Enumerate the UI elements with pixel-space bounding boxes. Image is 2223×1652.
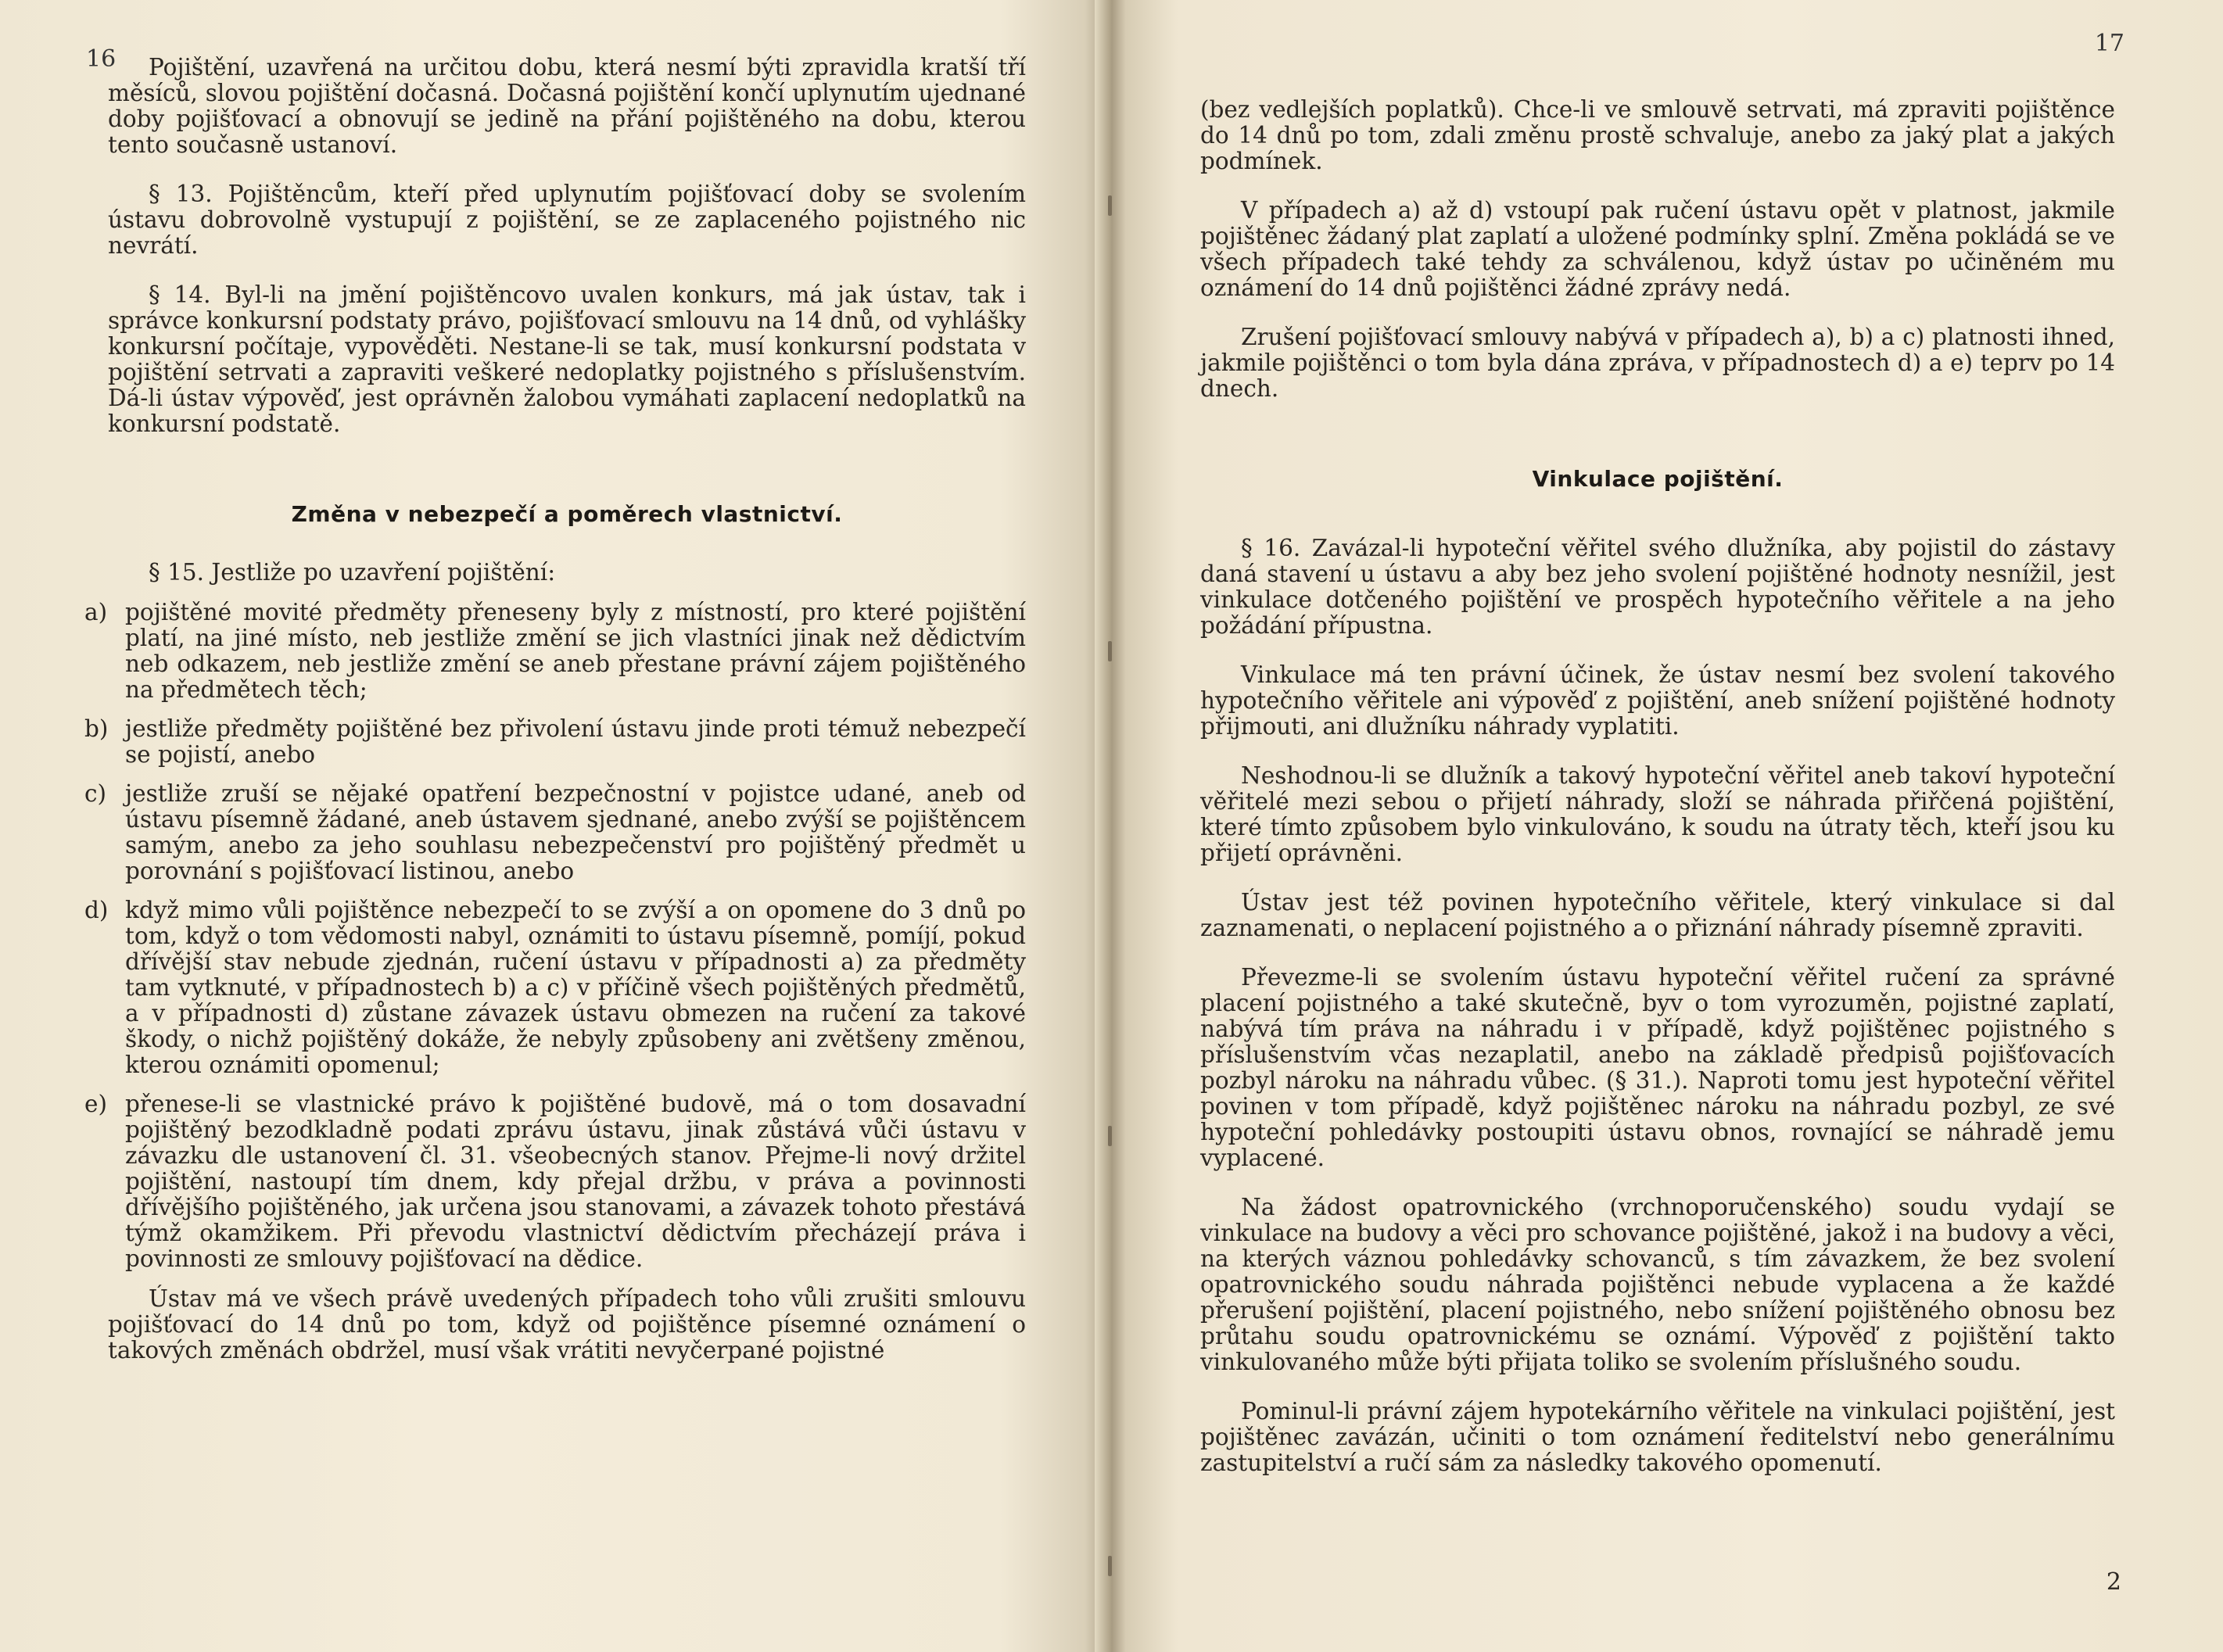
paragraph: Na žádost opatrovnického (vrchnoporučenského) soudu vydají se vinkulace na budovy a věci pro schovance pojištěné, jakož i na budovy a věci, na kterých váznou pohledávky schovanců, s tím závazkem, že bez svolení opatrovnického soudu náhrada pojištěnci nebude vyplacena a že každé přerušení pojištění, placení pojistného, nebo snížení pojištěného obnosu bez průtahu soudu opatrovnickému se oznámí. Výpověď z pojištění takto vinkulovaného může býti přijata toliko se svolením příslušného soudu. xyxy=(1200,1194,2115,1375)
paragraph: Ústav má ve všech právě uvedených případech toho vůli zrušiti smlouvu pojišťovací do 14 dnů po tom, když od pojištěnce písemné oznámení o takových změnách obdržel, musí však vrátiti nevyčerpané pojistné xyxy=(108,1285,1026,1364)
left-page xyxy=(0,0,1095,1652)
page-number: 17 xyxy=(2094,30,2124,57)
right-page xyxy=(1126,0,2223,1652)
section-15: § 15. Jestliže po uzavření pojištění: xyxy=(149,559,556,586)
list-item xyxy=(84,1091,1026,1272)
paragraph: Zrušení pojišťovací smlouvy nabývá v případech a), b) a c) platnosti ihned, jakmile pojištěnci o tom byla dána zpráva, v případnostech d) a e) teprv po 14 dnech. xyxy=(1200,324,2115,402)
page-number: 16 xyxy=(86,45,117,73)
signature-mark: 2 xyxy=(2106,1568,2121,1596)
item-text: jestliže předměty pojištěné bez přivolení ústavu jinde proti témuž nebezpečí se pojistí, anebo xyxy=(125,715,1026,768)
paragraph: V případech a) až d) vstoupí pak ručení ústavu opět v platnost, jakmile pojištěnec žádaný plat zaplatí a uložené podmínky splní. Změna pokládá se ve všech případech také tehdy za schválenou, když ústav po učiněném mu oznámení do 14 dnů pojištěnci žádné zprávy nedá. xyxy=(1200,197,2115,301)
binding-stitch xyxy=(1108,1556,1112,1576)
book-gutter xyxy=(1095,0,1126,1652)
item-label: b) xyxy=(84,715,109,742)
paragraph: Převezme-li se svolením ústavu hypoteční věřitel ručení za správné placení pojistného a také skutečně, byv o tom vyrozuměn, pojistné zaplatí, nabývá tím práva na náhradu i v případě, když pojištěnec pojistného s příslušenstvím včas nezaplatil, anebo na základě předpisů pojišťovacích pozbyl nároku na náhradu vůbec. (§ 31.). Naproti tomu jest hypoteční věřitel povinen v tom případě, když pojištěnec nároku na náhradu pozbyl, ze své hypoteční pohledávky postoupiti ústavu obnos, rovnající se náhradě jemu vyplacené. xyxy=(1200,964,2115,1171)
paragraph: Neshodnou-li se dlužník a takový hypoteční věřitel aneb takoví hypoteční věřitelé mezi sebou o přijetí náhrady, složí se náhrada přiřčená pojištění, které tímto způsobem bylo vinkulováno, k soudu na útraty těch, kteří jsou ku přijetí oprávněni. xyxy=(1200,762,2115,866)
item-text: přenese-li se vlastnické právo k pojištěné budově, má o tom dosavadní pojištěný bezodkladně podati zprávu ústavu, jinak zůstává vůči ústavu v závazku dle ustanovení čl. 31. všeobecných stanov. Přejme-li nový držitel pojištění, nastoupí tím dnem, kdy přejal držbu, v práva a povinnosti dřívějšího pojištěného, jak určena jsou stanovami, a závazek tohoto přestává týmž okamžikem. Při převodu vlastnictví dědictvím přecházejí práva i povinnosti ze smlouvy pojišťovací na dědice. xyxy=(125,1091,1026,1272)
item-text: jestliže zruší se nějaké opatření bezpečnostní v pojistce udané, aneb od ústavu písemně žádané, aneb ústavem sjednané, anebo zvýší se pojištěncem samým, anebo za jeho souhlasu nebezpečenství pro pojištěný předmět u porovnání s pojišťovací listinou, anebo xyxy=(125,780,1026,884)
binding-stitch xyxy=(1108,641,1112,661)
list-item xyxy=(84,780,1026,884)
binding-stitch xyxy=(1108,1126,1112,1146)
item-label: e) xyxy=(84,1091,107,1117)
section-13: § 13. Pojištěncům, kteří před uplynutím pojišťovací doby se svolením ústavu dobrovolně vystupují z pojištění, se ze zaplaceného pojistného nic nevrátí. xyxy=(108,181,1026,259)
list-item xyxy=(84,897,1026,1078)
section-heading: Vinkulace pojištění. xyxy=(1532,466,1784,492)
section-16: § 16. Zavázal-li hypoteční věřitel svého dlužníka, aby pojistil do zástavy daná stavení u ústavu a aby bez jeho svolení pojištěné hodnoty nesnížil, jest vinkulace dotčeného pojištění ve prospěch hypotečního věřitele a na jeho požádání přípustna. xyxy=(1200,535,2115,639)
section-heading: Změna v nebezpečí a poměrech vlastnictví. xyxy=(291,501,843,527)
list-item xyxy=(84,599,1026,703)
paragraph: (bez vedlejších poplatků). Chce-li ve smlouvě setrvati, má zpraviti pojištěnce do 14 dnů po tom, zdali změnu prostě schvaluje, anebo za jaký plat a jakých podmínek. xyxy=(1200,96,2115,174)
condition-list xyxy=(84,599,1026,1272)
item-text: pojištěné movité předměty přeneseny byly z místností, pro které pojištění platí, na jiné místo, neb jestliže změní se jich vlastníci jinak než dědictvím neb odkazem, neb jestliže změní se aneb přestane právní zájem pojištěného na předmětech těch; xyxy=(125,599,1026,703)
paragraph: Ústav jest též povinen hypotečního věřitele, který vinkulace si dal zaznamenati, o neplacení pojistného a o přiznání náhrady písemně zpraviti. xyxy=(1200,889,2115,941)
item-text: když mimo vůli pojištěnce nebezpečí to se zvýší a on opomene do 3 dnů po tom, když o tom vědomosti nabyl, oznámiti to ústavu písemně, pomíjí, pokud dřívější stav nebude zjednán, ručení ústavu v případnosti a) za předměty tam vytknuté, v případnostech b) a c) v příčině všech pojištěných předmětů, a v případnosti d) zůstane závazek ústavu obmezen na ručení za takové škody, o nichž pojištěný dokáže, že nebyly způsobeny ani zvětšeny změnou, kterou oznámiti opomenul; xyxy=(125,897,1026,1078)
paragraph: Vinkulace má ten právní účinek, že ústav nesmí bez svolení takového hypotečního věřitele ani výpověď z pojištění, aneb snížení pojištěné hodnoty přijmouti, ani dlužníku náhrady vyplatiti. xyxy=(1200,661,2115,740)
list-item xyxy=(84,715,1026,768)
item-label: c) xyxy=(84,780,107,807)
binding-stitch xyxy=(1108,195,1112,216)
item-label: d) xyxy=(84,897,109,923)
section-14: § 14. Byl-li na jmění pojištěncovo uvalen konkurs, má jak ústav, tak i správce konkursní podstaty právo, pojišťovací smlouvu na 14 dnů, od vyhlášky konkursní počítaje, vypověděti. Nestane-li se tak, musí konkursní podstata v pojištění setrvati a zapraviti veškeré nedoplatky pojistného s příslušenstvím. Dá-li ústav výpověď, jest oprávněn žalobou vymáhati zaplacení nedoplatků na konkursní podstatě. xyxy=(108,281,1026,437)
paragraph: Pominul-li právní zájem hypotekárního věřitele na vinkulaci pojištění, jest pojištěnec zavázán, učiniti o tom oznámení ředitelství nebo generálnímu zastupitelství a ručí sám za následky takového opomenutí. xyxy=(1200,1398,2115,1476)
item-label: a) xyxy=(84,599,108,625)
paragraph: Pojištění, uzavřená na určitou dobu, která nesmí býti zpravidla kratší tří měsíců, slovou pojištění dočasná. Dočasná pojištění končí uplynutím ujednané doby pojišťovací a obnovují se jedině na přání pojištěného na dobu, kterou tento současně ustanoví. xyxy=(108,54,1026,158)
